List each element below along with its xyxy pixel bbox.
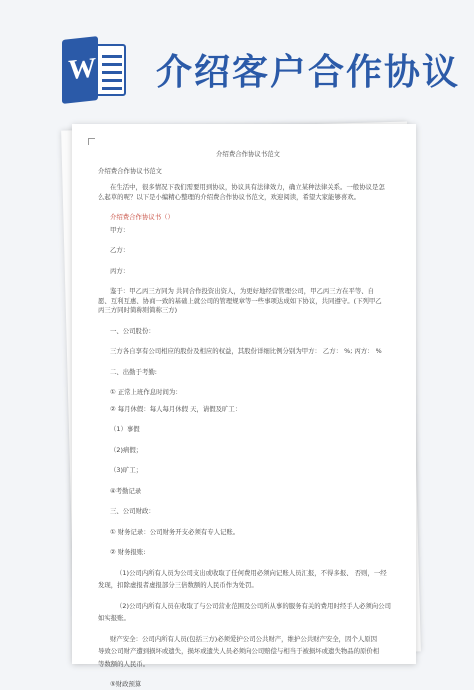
list-item: ④考勤记录 [110, 486, 142, 495]
list-item: ① 正常上班作息时间为： [110, 388, 182, 396]
paragraph-line: 发现，扣除虚报者虚报部分三倍数额的人民币作为处罚。 [98, 581, 258, 589]
red-title: 介绍费合作协议书（） [110, 213, 174, 221]
paragraph-line: 导致公司财产遭到损坏或遗失，损坏或遗失人员必须向公司赔偿与相当于被损坏或遗失物品的原价相 [98, 647, 380, 655]
paragraph-line: （2)公司内所有人员在收取了与公司营业范围及公司所从事的服务有关的费用时经手人必须向公司 [116, 601, 391, 610]
list-item: （2)病假； [110, 445, 143, 454]
word-document-icon [62, 38, 128, 102]
list-item: ② 每月休假：每人每月休假 天，请假及旷工： [110, 404, 242, 413]
paragraph-line: （1)公司内所有人员为公司支出或收取了任何费用必须向记账人员汇报，不得多报、 否则，一经 [116, 568, 387, 577]
document-subtitle: 介绍费合作协议书范文 [98, 166, 162, 175]
clause-line: 丙三方同时简称则简称三方) [98, 306, 178, 314]
list-item: ⑤财政预算 [110, 680, 142, 688]
document-heading: 介绍费合作协议书范文 [216, 150, 280, 158]
party-a: 甲方： [110, 225, 130, 234]
list-item: ② 财务报账: [110, 548, 146, 556]
party-c: 丙方： [110, 266, 130, 275]
paragraph-line: 如实报账。 [98, 614, 130, 622]
party-b: 乙方： [110, 246, 130, 254]
intro-line: 在生活中，很多情况下我们需要用到协议，协议具有法律效力，确立某种法律关系。一般协议是怎 [110, 183, 385, 191]
section-heading: 一、公司股份： [110, 326, 155, 335]
list-item: ① 财务记录：公司财务开支必须有专人记账。 [110, 527, 240, 536]
document-body [98, 150, 398, 690]
paragraph-line: 等数额的人民币。 [98, 659, 150, 668]
paragraph-line: 财产安全：公司内所有人员(包括三方)必须爱护公司公共财产，维护公共财产安全，因个人原因 [110, 634, 378, 643]
list-item: （1）事假 [110, 425, 140, 433]
page-title: 介绍客户合作协议 [156, 52, 461, 93]
intro-line: 么起草的呢？以下是小编精心整理的介绍费合作协议书范文，欢迎阅读，希望大家能够喜欢。 [98, 192, 361, 201]
crop-mark [88, 138, 95, 145]
clause-line: 愿、互利互惠、协商一致的基础上就公司的管理规章等一些事项达成如下协议，共同遵守。(下列甲乙 [98, 296, 382, 305]
section-heading: 二、出勤于考勤: [110, 367, 157, 376]
list-item: （3)旷工； [110, 466, 143, 474]
section-body: 三方各自享有公司相应的股份及相应的权益，其股份详细比例分别为甲方： 乙方： %; 丙方： % [110, 347, 382, 355]
banner-header [0, 0, 474, 112]
section-heading: 三、公司财政： [110, 507, 155, 515]
logo-letter: W [68, 52, 96, 87]
clause-line: 鉴于：甲乙丙三方同为 共同合作投资出资人，为更好地经营管理公司，甲乙丙三方在平等、自 [110, 287, 375, 295]
document-page[interactable] [72, 124, 416, 688]
word-badge [62, 36, 98, 104]
